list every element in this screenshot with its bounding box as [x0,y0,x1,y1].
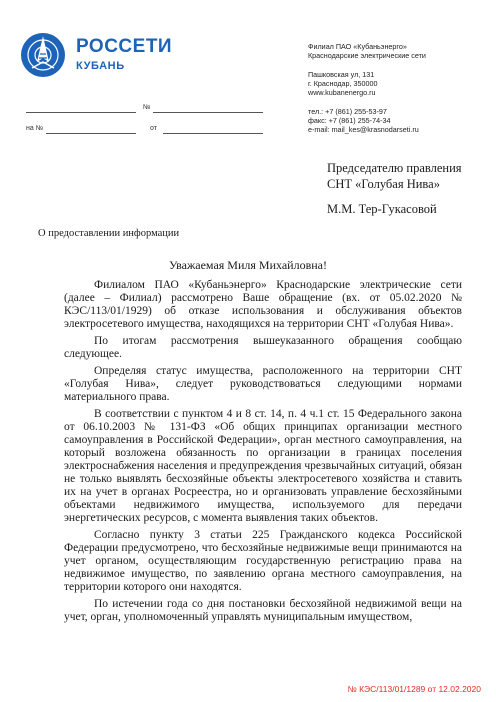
ref-no-label: № [143,104,151,111]
logo-name: РОССЕТИ [76,36,173,57]
body-paragraph: По итогам рассмотрения вышеуказанного обращения сообщаю следующее. [64,335,462,360]
org-phone: тел.: +7 (861) 255-53-97 [308,107,387,116]
body-paragraph: Филиалом ПАО «Кубаньэнерго» Краснодарские электрические сети (далее – Филиал) рассмотрено Ваше обращение (вх. от 05.02.2020 № КЭС/113/01/1929) об отказе использования и обслуживания объектов электросетевого имущества, находящихся на территории СНТ «Голубая Нива». [64,279,462,330]
salutation: Уважаемая Миля Михайловна! [169,258,327,272]
org-website: www.kubanenergo.ru [308,88,376,97]
addressee [327,160,462,192]
ref-date-line [26,112,136,113]
body-paragraph: По истечении года со дня постановки бесхозяйной недвижимой вещи на учет, орган, уполномоченный управлять муниципальным имуществом, [64,598,462,623]
org-email: e-mail: mail_kes@krasnodarseti.ru [308,125,419,134]
logo-region: КУБАНЬ [76,60,125,72]
org-fax: факс: +7 (861) 255-74-34 [308,116,391,125]
addressee-name: М.М. Тер-Гукасовой [327,202,437,216]
ref-ot-label: от [150,125,157,132]
org-address-line: Пашковская ул, 131 [308,70,375,79]
ref-incoming-date-line [163,133,263,134]
org-details [308,42,426,134]
addressee-position: Председателю правления [327,161,462,175]
ref-number-line [153,112,263,113]
rosseti-logo-icon [20,32,66,78]
letter-body [64,279,462,628]
org-line: Филиал ПАО «Кубаньэнерго» [308,42,407,51]
body-paragraph: В соответствии с пунктом 4 и 8 ст. 14, п. 4 ч.1 ст. 15 Федерального закона от 06.10.2003 № 131-ФЗ «Об общих принципах организации местного самоуправления в Российской Федерации», орган местного самоуправления, на который возложена обязанность по организации в границах поселения электроснабжения населения и предупреждения чрезвычайных ситуаций, обязан не только выявлять бесхозяйные объекты электросетевого хозяйства и ставить их на учет в органах Росреестра, но и организовать управление бесхозяйными объектами недвижимого имущества, используемого для передачи энергетических ресурсов, с момента выявления таких объектов. [64,408,462,524]
letter-subject: О предоставлении информации [38,228,180,239]
body-paragraph: Определяя статус имущества, расположенного на территории СНТ «Голубая Нива», следует руководствоваться следующими нормами материального права. [64,365,462,403]
ref-na-label: на № [26,125,44,132]
body-paragraph: Согласно пункту 3 статьи 225 Гражданского кодекса Российской Федерации предусмотрено, что бесхозяйные недвижимые вещи принимаются на учет органом, осуществляющим государственную регистрацию права на недвижимое имущество, по заявлению органа местного самоуправления, на территории которого они находятся. [64,529,462,593]
addressee-organization: СНТ «Голубая Нива» [327,177,440,191]
org-line: Краснодарские электрические сети [308,51,426,60]
ref-incoming-number-line [46,133,136,134]
org-address-line: г. Краснодар, 350000 [308,79,378,88]
registration-stamp: № КЭС/113/01/1289 от 12.02.2020 [347,684,481,694]
company-logo [20,32,195,82]
